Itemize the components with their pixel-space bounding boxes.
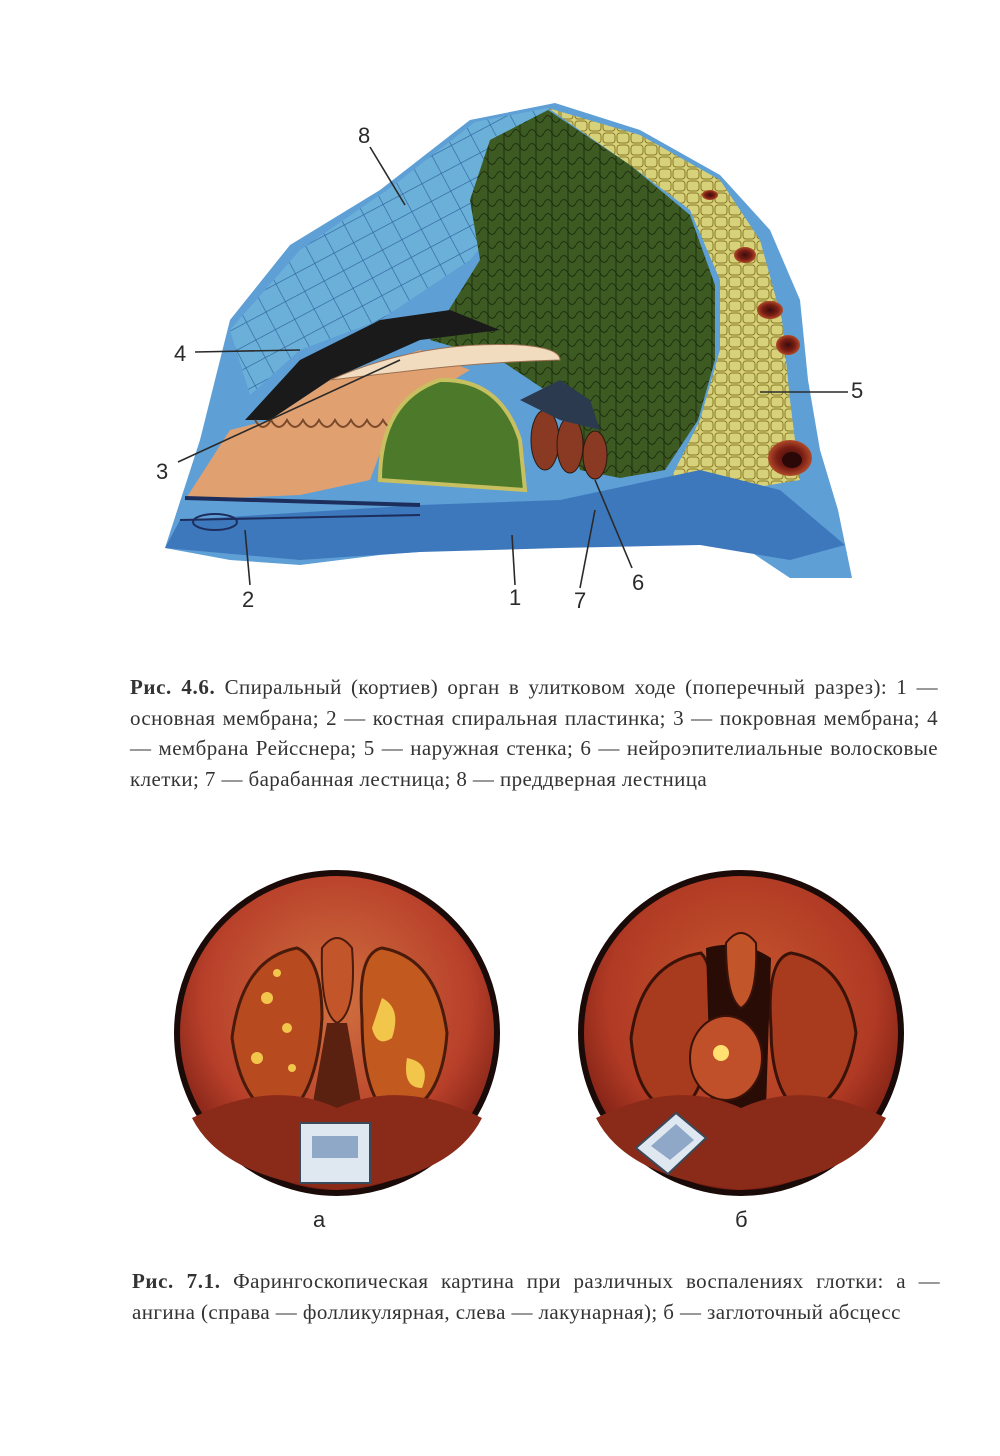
label-4: 4 [174, 341, 187, 366]
caption-text: Фарингоскопическая картина при различных воспалениях глотки: а — ангина (справа — фолликулярная, слева — лакунарная); б — заглоточный абсцесс [132, 1269, 941, 1324]
figure-7-1-caption [132, 1266, 940, 1327]
label-3: 3 [156, 459, 169, 484]
caption-label: Рис. 4.6. [130, 675, 216, 699]
panel-label-a: а [313, 1207, 326, 1232]
pharyngoscopy-view-b-illustration [576, 868, 906, 1198]
label-8: 8 [358, 123, 371, 148]
pharyngoscopy-view-a-illustration [172, 868, 502, 1198]
caption-text: Спиральный (кортиев) орган в улитковом ходе (поперечный разрез): 1 — основная мембрана; 2 — костная спиральная пластинка; 3 — покровная мембрана; 4 — мембрана Рейсснера; 5 — наружная стенка; 6 — нейроэпителиальные волосковые клетки; 7 — барабанная лестница; 8 — преддверная лестница [130, 675, 938, 791]
cochlea-cross-section-illustration [0, 0, 1000, 640]
label-2: 2 [242, 587, 255, 612]
figure-4-6-caption [130, 672, 938, 794]
label-5: 5 [851, 378, 864, 403]
label-6: 6 [632, 570, 645, 595]
label-1: 1 [509, 585, 522, 610]
caption-label: Рис. 7.1. [132, 1269, 221, 1293]
panel-label-b: б [735, 1207, 748, 1232]
label-7: 7 [574, 588, 587, 613]
